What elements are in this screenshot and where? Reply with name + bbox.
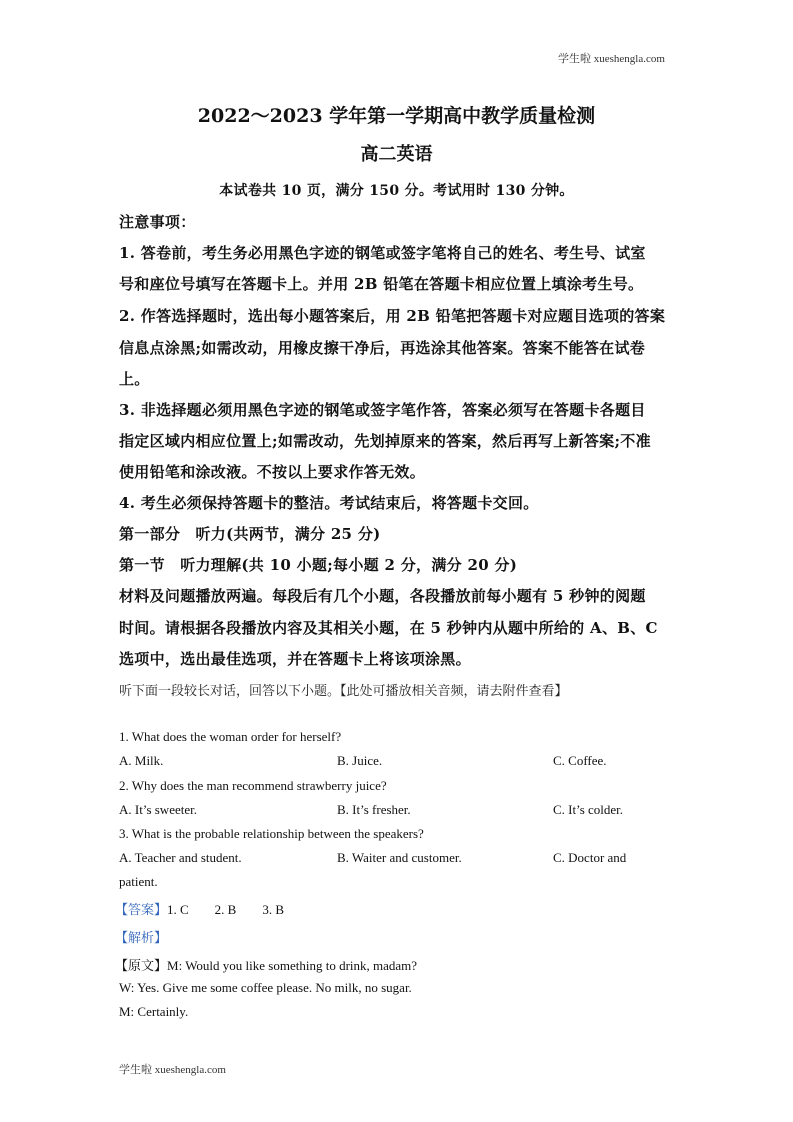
notice-line: 1. 答卷前，考生务必用黑色字迹的钢笔或签字笔将自己的姓名、考生号、试室 [119,244,646,262]
option-c: C. Coffee. [553,753,607,768]
option-b: B. Waiter and customer. [337,850,462,865]
analysis-label: 【解析】 [115,930,168,945]
instruction-line: 材料及问题播放两遍。每段后有几个小题，各段播放前每小题有 5 秒钟的阅题 [119,587,646,605]
section-heading: 第一节 听力理解(共 10 小题;每小题 2 分，满分 20 分) [119,556,518,574]
exam-info: 本试卷共 10 页，满分 150 分。考试用时 130 分钟。 [219,183,574,199]
answer-line [115,899,284,918]
instruction-line: 时间。请根据各段播放内容及其相关小题，在 5 秒钟内从题中所给的 A、B、C [119,619,658,637]
notice-line: 号和座位号填写在答题卡上。并用 2B 铅笔在答题卡相应位置上填涂考生号。 [119,275,644,293]
footer-site-label: 学生啦 xueshengla.com [119,1064,226,1076]
instruction-line: 选项中，选出最佳选项，并在答题卡上将该项涂黑。 [119,650,471,668]
exam-subject: 高二英语 [360,144,433,165]
part-heading: 第一部分 听力(共两节，满分 25 分) [119,525,381,543]
option-b: B. Juice. [337,753,383,768]
transcript-label: 【原文】 [115,958,168,973]
option-a: A. It’s sweeter. [119,802,197,817]
option-c: C. It’s colder. [553,802,624,817]
transcript-text: M: Would you like something to drink, madam? [167,958,418,973]
exam-title: 2022～2023 学年第一学期高中教学质量检测 [197,105,596,127]
transcript-line: W: Yes. Give me some coffee please. No milk, no sugar. [119,980,412,995]
answer-text: 1. C 2. B 3. B [167,902,285,917]
notice-line: 信息点涂黑;如需改动，用橡皮擦干净后，再选涂其他答案。答案不能答在试卷 [119,339,646,357]
header-site-label: 学生啦 xueshengla.com [558,53,665,65]
notice-heading: 注意事项： [119,213,196,231]
notice-line: 2. 作答选择题时，选出每小题答案后，用 2B 铅笔把答题卡对应题目选项的答案 [119,307,666,325]
notice-line: 上。 [119,370,150,388]
option-a: A. Teacher and student. [119,850,242,865]
question-stem: 1. What does the woman order for herself? [119,729,342,744]
answer-label: 【答案】 [115,902,168,917]
notice-line: 3. 非选择题必须用黑色字迹的钢笔或签字笔作答，答案必须写在答题卡各题目 [119,401,646,419]
audio-note: 听下面一段较长对话，回答以下小题。【此处可播放相关音频，请去附件查看】 [119,684,568,699]
notice-line: 4. 考生必须保持答题卡的整洁。考试结束后，将答题卡交回。 [119,494,539,512]
question-stem: 3. What is the probable relationship between the speakers? [119,826,424,841]
option-b: B. It’s fresher. [337,802,411,817]
option-c-continuation: patient. [119,874,158,889]
notice-line: 使用铅笔和涂改液。不按以上要求作答无效。 [119,463,426,481]
question-stem: 2. Why does the man recommend strawberry juice? [119,778,387,793]
option-a: A. Milk. [119,753,164,768]
transcript-line: M: Certainly. [119,1004,189,1019]
notice-line: 指定区域内相应位置上;如需改动，先划掉原来的答案，然后再写上新答案;不准 [119,432,651,450]
transcript-line [115,955,417,974]
option-c: C. Doctor and [553,850,627,865]
